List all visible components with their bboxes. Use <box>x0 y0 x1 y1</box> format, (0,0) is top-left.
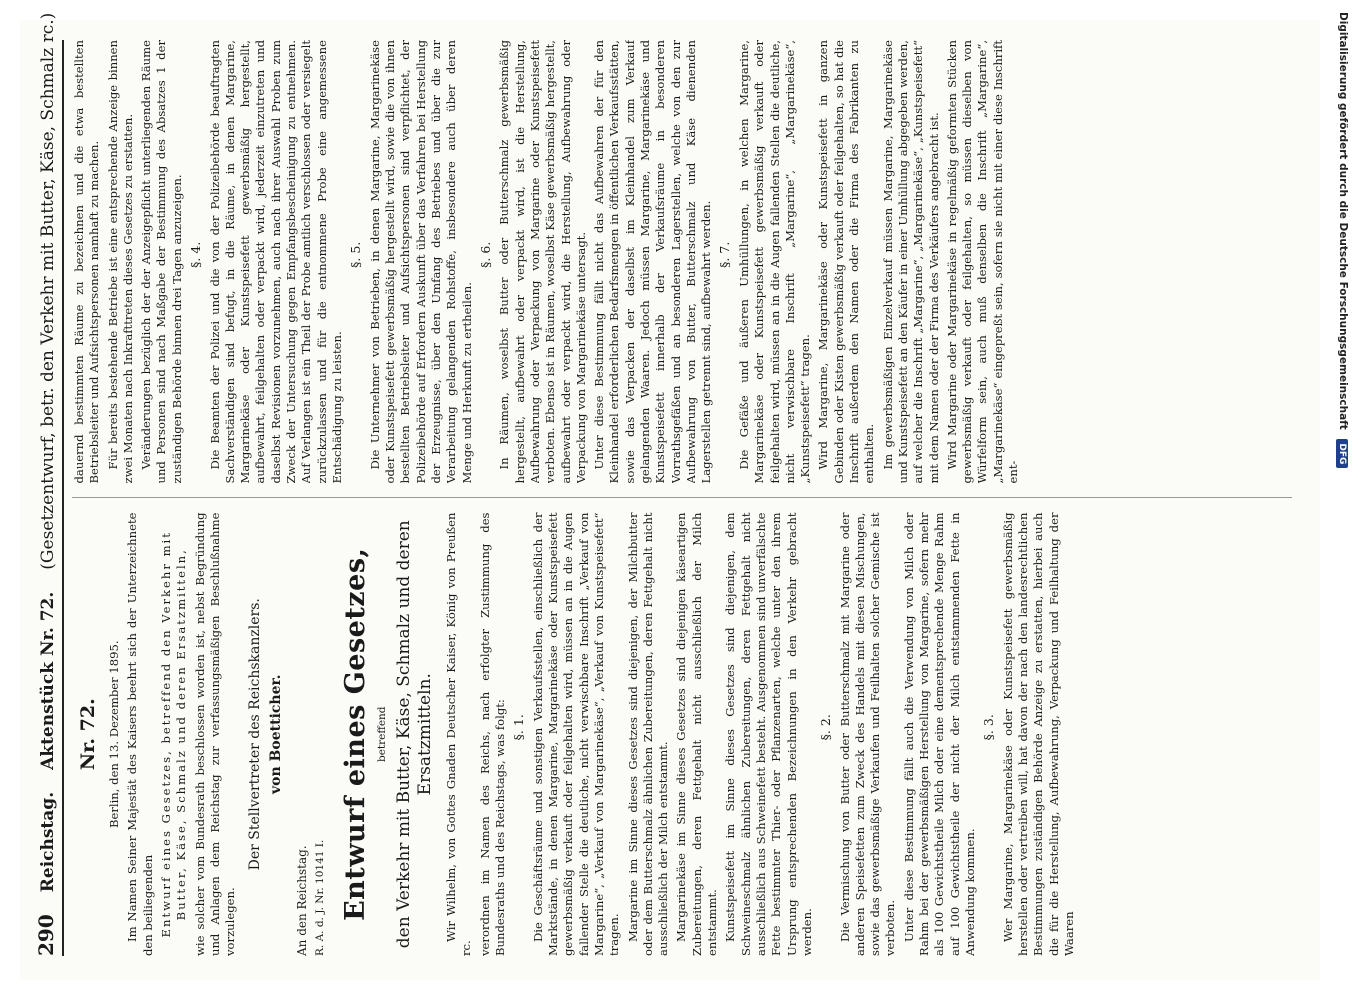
intro-text: Im Namen Seiner Majestät des Kaisers beehrt sich der Unterzeichnete den beiliegenden <box>125 512 155 956</box>
document-page <box>20 12 1320 980</box>
section-5-text: Die Unternehmer von Betrieben, in denen Margarine, Margarinekäse oder Kunstspeisefett gewerbsmäßig hergestellt wird, sowie die von ihnen bestellten Betriebsleiter und Aufsichtspersonen sind verpflichtet, der Polizeibehörde auf Erfordern Auskunft über das Verfahren bei Herstellung der Erzeugnisse, über den Umfang des Betriebes und über die zur Verarbeitung gelangenden Rohstoffe, insbesondere auch über deren Menge und Herkunft zu ertheilen. <box>367 40 474 484</box>
text-columns <box>72 40 1292 956</box>
section-7-text-2: Wird Margarine, Margarinekäse oder Kunstspeisefett in ganzen Gebinden oder Kisten gewerbsmäßig verkauft oder feilgehalten, so hat die Inschrift außerdem den Namen oder die Firma des Fabrikanten zu enthalten. <box>816 40 877 484</box>
section-4-mark: §. 4. <box>188 241 204 268</box>
document-reference: Aktenstück Nr. 72. <box>38 591 58 770</box>
law-subject: den Verkehr mit Butter, Käse, Schmalz und deren Ersatzmitteln. <box>393 520 435 949</box>
preamble-text-2: verordnen im Namen des Reichs, nach erfolgter Zustimmung des Bundesraths und des Reichstags, was folgt: <box>477 512 507 956</box>
section-2-text-1: Die Vermischung von Butter oder Butterschmalz mit Margarine oder anderen Speisefetten zum Zweck des Handels mit diesen Mischungen, sowie das gewerbsmäßige Verkaufen und Feilhalten solcher Gemische ist verboten. <box>837 512 898 956</box>
section-2-text-2: Unter diese Bestimmung fällt auch die Verwendung von Milch oder Rahm bei der gewerbsmäßigen Herstellung von Margarine, sofern mehr als 100 Gewichtstheile Milch oder eine dementsprechende Menge Rahm auf 100 Gewichtstheile der nicht der Milch entstammenden Fette in Anwendung kommen. <box>901 512 977 956</box>
document-number-title: Nr. 72. <box>77 698 99 771</box>
signature-name: von Boetticher. <box>267 674 284 794</box>
section-6-mark: §. 6. <box>477 241 493 268</box>
column-right <box>72 40 1292 484</box>
section-5-mark: §. 5. <box>348 241 364 268</box>
section-6-text-1: In Räumen, woselbst Butter oder Butterschmalz gewerbsmäßig hergestellt, aufbewahrt oder verpackt wird, ist die Herstellung, Aufbewahrung oder Verpackung von Margarine oder Kunstspeisefett verboten. Ebenso ist in Räumen, woselbst Käse gewerbsmäßig hergestellt, aufbewahrt oder verpackt wird, die Herstellung, Aufbewahrung oder Verpackung von Margarinekäse untersagt. <box>497 40 588 484</box>
column-left <box>72 513 1292 957</box>
law-title: Entwurf eines Gesetzes, <box>340 547 372 921</box>
intro-text-end: wie solcher vom Bundesrath beschlossen worden ist, nebst Begründung und Anlagen dem Reichstag zur verfassungsmäßigen Beschlußnahme vorzulegen. <box>192 512 238 956</box>
section-1-mark: §. 1. <box>511 714 527 741</box>
dfg-logo: DFG <box>1336 439 1348 468</box>
intro-title: Entwurf eines Gesetzes, betreffend den Verkehr mit Butter, Käse, Schmalz und deren Ersatzmitteln, <box>158 531 189 938</box>
section-3-text-1: Wer Margarine, Margarinekäse oder Kunstspeisefett gewerbsmäßig herstellen oder vertreiben will, hat davon der nach den landesrechtlichen Bestimmungen zuständigen Behörde Anzeige zu erstatten, hierbei auch die für die Herstellung, Aufbewahrung, Verpackung und Feilhaltung der Waaren <box>1000 512 1076 956</box>
publication-name: Reichstag. <box>38 791 58 893</box>
section-2-mark: §. 2. <box>818 714 834 741</box>
section-4-text: Die Beamten der Polizei und die von der Polizeibehörde beauftragten Sachverständigen sind befugt, in die Räume, in denen Margarine, Margarinekäse oder Kunstspeisefett gewerbsmäßig hergestellt, aufbewahrt, feilgehalten oder verpackt wird, jederzeit einzutreten und daselbst Revisionen vorzunehmen, auch nach ihrer Auswahl Proben zum Zweck der Untersuchung gegen Empfangsbescheinigung zu entnehmen. Auf Verlangen ist ein Theil der Probe amtlich verschlossen oder versiegelt zurückzulassen und für die entnommene Probe eine angemessene Entschädigung zu leisten. <box>207 40 344 484</box>
section-7-mark: §. 7. <box>717 241 733 268</box>
reference-number: R. A. d. J. Nr. 10141 I. <box>314 839 327 956</box>
section-1-text-2: Margarine im Sinne dieses Gesetzes sind diejenigen, der Milchbutter oder dem Butterschmalz ähnlichen Zubereitungen, deren Fettgehalt nicht ausschließlich der Milch entstammt. <box>625 512 671 956</box>
page-number: 290 <box>34 914 58 956</box>
funding-text: Digitalisierung gefördert durch die Deutsche Forschungsgemeinschaft <box>1337 12 1349 430</box>
section-7-text-1: Die Gefäße und äußeren Umhüllungen, in welchen Margarine, Margarinekäse oder Kunstspeisefett gewerbsmäßig verkauft oder feilgehalten wird, müssen an in die Augen fallenden Stellen die deutliche, nicht verwischbare Inschrift „Margarine“, „Margarinekäse“, „Kunstspeisefett“ tragen. <box>736 40 813 484</box>
funding-note <box>1336 12 1349 468</box>
section-7-text-3: Im gewerbsmäßigen Einzelverkauf müssen Margarine, Margarinekäse und Kunstspeisefett an den Käufer in einer Umhüllung abgegeben werden, auf welcher die Inschrift „Margarine“, „Margarinekäse“, „Kunstspeisefett“ mit dem Namen oder der Firma des Verkäufers angebracht ist. <box>880 40 941 484</box>
document-subject: (Gesetzentwurf, betr. den Verkehr mit Butter, Käse, Schmalz rc.) <box>38 12 58 570</box>
section-6-text-2: Unter diese Bestimmung fällt nicht das Aufbewahren der für den Kleinhandel erforderlichen Bedarfsmengen in öffentlichen Verkaufsstätten, sowie das Verpacken der daselbst im Kleinhandel zum Verkauf gelangenden Waaren. Jedoch müssen Margarine, Margarinekäse und Kunstspeisefett innerhalb der Verkaufsräume in besonderen Vorrathsgefäßen und an besonderen Lagerstellen, welche von den zur Aufbewahrung von Butter, Butterschmalz und Käse dienenden Lagerstellen getrennt sind, aufbewahrt werden. <box>592 40 714 484</box>
section-1-text-1: Die Geschäftsräume und sonstigen Verkaufsstellen, einschließlich der Marktstände, in denen Margarine, Margarinekäse oder Kunstspeisefett gewerbsmäßig verkauft oder feilgehalten wird, müssen an in die Augen fallender Stelle die deutliche, nicht verwischbare Inschrift „Verkauf von Margarine“, „Verkauf von Margarinekäse“, „Verkauf von Kunstspeisefett“ tragen. <box>530 512 622 956</box>
section-1-text-3: Margarinekäse im Sinne dieses Gesetzes sind diejenigen käseartigen Zubereitungen, deren Fettgehalt nicht ausschließlich der Milch entstammt. <box>674 512 720 956</box>
page-header <box>34 12 64 956</box>
signature-title: Der Stellvertreter des Reichskanzlers. <box>247 598 264 871</box>
section-1-text-4: Kunstspeisefett im Sinne dieses Gesetzes sind diejenigen, dem Schweineschmalz ähnlichen Zubereitungen, deren Fettgehalt nicht ausschließlich aus Schweinefett besteht. Ausgenommen sind unverfälschte Fette bestimmter Thier- oder Pflanzenarten, welche unter den ihrem Ursprung entsprechenden Bezeichnungen in den Verkehr gebracht werden. <box>723 512 814 956</box>
section-3-continued: dauernd bestimmten Räume zu bezeichnen und die etwa bestellten Betriebsleiter und Aufsichtspersonen namhaft zu machen. <box>72 40 102 484</box>
section-7-text-4: Wird Margarine oder Margarinekäse in regelmäßig geformten Stücken gewerbsmäßig verkauft oder feilgehalten, so müssen dieselben von Würfelform sein, auch muß denselben die Inschrift „Margarine“, „Margarinekäse“ eingepreßt sein, sofern sie nicht mit einer diese Inschrift ent- <box>944 40 1021 484</box>
section-3-mark: §. 3. <box>981 714 997 741</box>
section-3-text-2: Für bereits bestehende Betriebe ist eine entsprechende Anzeige binnen zwei Monaten nach Inkrafttreten dieses Gesetzes zu erstatten. <box>105 40 135 484</box>
section-3-text-3: Veränderungen bezüglich der der Anzeigepflicht unterliegenden Räume und Personen sind nach Maßgabe der Bestimmung des Absatzes 1 der zuständigen Behörde binnen drei Tagen anzuzeigen. <box>139 40 184 484</box>
preamble-text: Wir Wilhelm, von Gottes Gnaden Deutscher Kaiser, König von Preußen rc. <box>444 512 474 956</box>
law-betreffend: betreffend <box>375 706 388 763</box>
date-line: Berlin, den 13. Dezember 1895. <box>107 640 122 829</box>
column-divider <box>72 498 1292 499</box>
address-line: An den Reichstag. <box>295 845 310 956</box>
